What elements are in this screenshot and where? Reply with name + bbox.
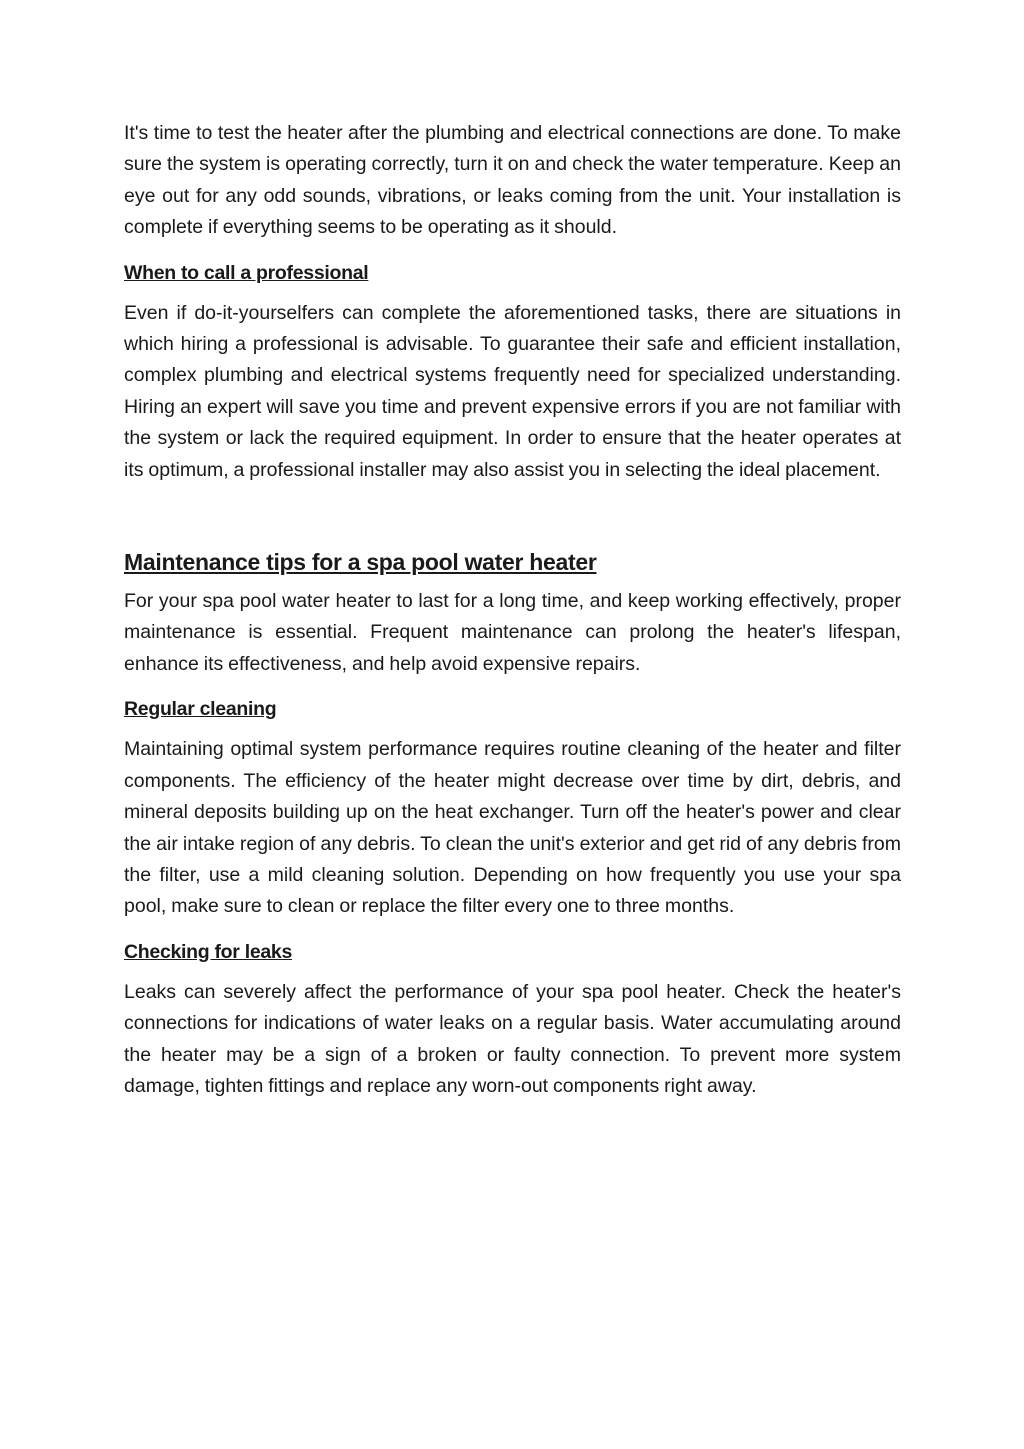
professional-heading: When to call a professional <box>124 261 369 284</box>
leaks-paragraph: Leaks can severely affect the performance of your spa pool heater. Check the heater's connections for indications of water leaks on a regular basis. Water accumulating around the heater may be a sign of a broken or faulty connection. To prevent more system damage, tighten fittings and replace any worn-out components right away. <box>124 980 901 1097</box>
maintenance-heading: Maintenance tips for a spa pool water heater <box>124 549 597 576</box>
leaks-heading: Checking for leaks <box>124 940 292 963</box>
intro-paragraph: It's time to test the heater after the plumbing and electrical connections are done. To make sure the system is operating correctly, turn it on and check the water temperature. Keep an eye out for any odd sounds, vibrations, or leaks coming from the unit. Your installation is complete if everything seems to be operating as it should. <box>124 122 901 239</box>
cleaning-heading: Regular cleaning <box>124 698 277 721</box>
maintenance-paragraph: For your spa pool water heater to last for a long time, and keep working effectively, proper maintenance is essential. Frequent maintenance can prolong the heater's lifespan, enhance its effectiveness, and help avoid expensive repairs. <box>124 590 901 675</box>
cleaning-paragraph: Maintaining optimal system performance requires routine cleaning of the heater and filter components. The efficiency of the heater might decrease over time by dirt, debris, and mineral deposits building up on the heat exchanger. Turn off the heater's power and clear the air intake region of any debris. To clean the unit's exterior and get rid of any debris from the filter, use a mild cleaning solution. Depending on how frequently you use your spa pool, make sure to clean or replace the filter every one to three months. <box>124 738 901 918</box>
professional-paragraph: Even if do-it-yourselfers can complete the aforementioned tasks, there are situations in which hiring a professional is advisable. To guarantee their safe and efficient installation, complex plumbing and electrical systems frequently need for specialized understanding. Hiring an expert will save you time and prevent expensive errors if you are not familiar with the system or lack the required equipment. In order to ensure that the heater operates at its optimum, a professional installer may also assist you in selecting the ideal placement. <box>124 301 901 481</box>
document-page <box>124 118 901 1102</box>
